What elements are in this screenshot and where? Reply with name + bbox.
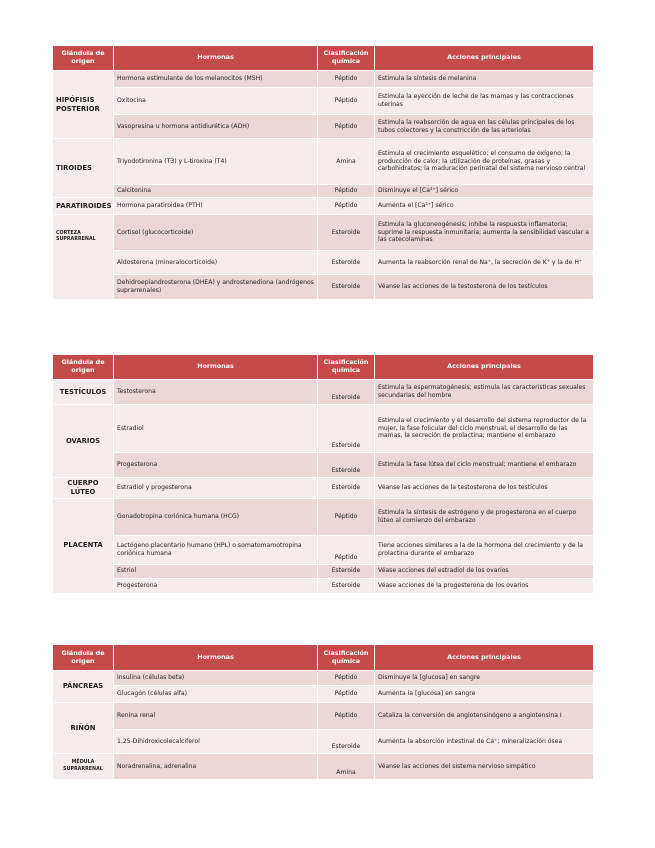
hormone-cell: Cortisol (glucocorticoide) [114, 215, 318, 251]
classification-cell: Péptido [318, 71, 375, 88]
table-row [53, 115, 594, 139]
action-cell: Véanse las acciones del sistema nervioso simpático [375, 754, 594, 780]
hormone-cell: Noradrenalina, adrenalina [114, 754, 318, 780]
gland-cell: HIPÓFISIS POSTERIOR [53, 71, 114, 139]
action-cell: Estimula la fase lútea del ciclo menstrual; mantiene el embarazo [375, 453, 594, 478]
hormone-cell: Lactógeno placentario humano (HPL) o somatomamotropina coriónica humana [114, 535, 318, 564]
hormone-cell: Dehidroepiandrosterona (DHEA) y androstenediona (andrógenos suprarrenales) [114, 275, 318, 300]
gland-cell: CUERPO LÚTEO [53, 478, 114, 499]
classification-cell: Esteroide [318, 405, 375, 453]
table-row [53, 686, 594, 703]
hormone-cell: Aldosterona (mineralocorticoide) [114, 251, 318, 275]
classification-cell: Péptido [318, 686, 375, 703]
classification-cell: Amina [318, 139, 375, 185]
action-cell: Véase acciones de la progesterona de los ovarios [375, 578, 594, 593]
classification-cell: Péptido [318, 498, 375, 535]
header-hormones: Hormonas [114, 355, 318, 380]
table-row [53, 754, 594, 780]
classification-cell: Péptido [318, 671, 375, 686]
hormone-cell: Renina renal [114, 703, 318, 730]
action-cell: Aumenta la absorción intestinal de Ca⁺; mineralización ósea [375, 730, 594, 754]
classification-cell: Esteroide [318, 453, 375, 478]
hormone-cell: Insulina (células beta) [114, 671, 318, 686]
action-cell: Estimula la reabsorción de agua en las células principales de los tubos colectores y la constricción de las arteriolas [375, 115, 594, 139]
classification-cell: Péptido [318, 185, 375, 198]
header-gland: Glándula de origen [53, 645, 114, 671]
action-cell: Véase acciones del estradiol de los ovarios [375, 564, 594, 578]
hormone-cell: Estradiol [114, 405, 318, 453]
action-cell: Tiene acciones similares a la de la hormona del crecimiento y de la prolactina durante el embarazo [375, 535, 594, 564]
header-gland: Glándula de origen [53, 46, 114, 71]
table-row [53, 535, 594, 564]
table-header [53, 46, 594, 71]
table-row [53, 139, 594, 185]
hormone-cell: 1,25-Dihidroxicolecalciferol [114, 730, 318, 754]
table-row [53, 703, 594, 730]
header-hormones: Hormonas [114, 645, 318, 671]
hormone-cell: Testosterona [114, 380, 318, 405]
hormone-cell: Triyodotironina (T3) y L-tiroxina (T4) [114, 139, 318, 185]
classification-cell: Péptido [318, 198, 375, 215]
hormone-cell: Estriol [114, 564, 318, 578]
hormone-cell: Hormona paratiroidea (PTH) [114, 198, 318, 215]
classification-cell: Péptido [318, 535, 375, 564]
action-cell: Estimula el crecimiento esquelético; el consumo de oxígeno; la producción de calor; la utilización de proteínas, grasas y carbohidratos; la maduración perinatal del sistema nervioso central [375, 139, 594, 185]
table-row [53, 71, 594, 88]
hormone-cell: Estradiol y progesterona [114, 478, 318, 499]
table-row [53, 251, 594, 275]
table-row [53, 185, 594, 198]
hormone-cell: Calcitonina [114, 185, 318, 198]
action-cell: Estimula la síntesis de estrógeno y de progesterona en el cuerpo lúteo al comienzo del embarazo [375, 498, 594, 535]
table-row [53, 578, 594, 593]
classification-cell: Esteroide [318, 564, 375, 578]
action-cell: Estimula la espermatogénesis; estimula las características sexuales secundarias del hombre [375, 380, 594, 405]
action-cell: Disminuye el [Ca²⁺] sérico [375, 185, 594, 198]
hormone-cell: Oxitocina [114, 88, 318, 115]
header-classification: Clasificación química [318, 46, 375, 71]
classification-cell: Esteroide [318, 380, 375, 405]
header-actions: Acciones principales [375, 355, 594, 380]
header-actions: Acciones principales [375, 645, 594, 671]
classification-cell: Péptido [318, 115, 375, 139]
classification-cell: Esteroide [318, 275, 375, 300]
hormone-cell: Glucagón (células alfa) [114, 686, 318, 703]
action-cell: Estimula la síntesis de melanina [375, 71, 594, 88]
hormone-cell: Vasopresina u hormona antidiurética (ADH) [114, 115, 318, 139]
action-cell: Estimula la gluconeogénesis; inhibe la respuesta inflamatoria; suprime la respuesta inmunitaria; aumenta la sensibilidad vascular a las catecolaminas [375, 215, 594, 251]
header-hormones: Hormonas [114, 46, 318, 71]
gland-cell: CORTEZA SUPRARRENAL [53, 215, 114, 300]
action-cell: Estimula la eyección de leche de las mamas y las contracciones uterinas [375, 88, 594, 115]
table-row [53, 498, 594, 535]
classification-cell: Esteroide [318, 478, 375, 499]
classification-cell: Péptido [318, 88, 375, 115]
classification-cell: Esteroide [318, 251, 375, 275]
hormone-cell: Progesterona [114, 578, 318, 593]
classification-cell: Esteroide [318, 730, 375, 754]
gland-cell: MÉDULA SUPRARRENAL [53, 754, 114, 780]
table-row [53, 453, 594, 478]
table-row [53, 671, 594, 686]
hormone-cell: Progesterona [114, 453, 318, 478]
hormone-table-2 [52, 354, 594, 594]
classification-cell: Esteroide [318, 578, 375, 593]
table-row [53, 88, 594, 115]
action-cell: Aumenta la [glucosa] en sangre [375, 686, 594, 703]
table-row [53, 215, 594, 251]
classification-cell: Péptido [318, 703, 375, 730]
table-header [53, 355, 594, 380]
action-cell: Aumenta la reabsorción renal de Na⁺, la secreción de K⁺ y la de H⁺ [375, 251, 594, 275]
classification-cell: Esteroide [318, 215, 375, 251]
action-cell: Estimula el crecimiento y el desarrollo del sistema reproductor de la mujer, la fase folicular del ciclo menstrual, el desarrollo de las mamas, la secreción de prolactina; mantiene el embarazo [375, 405, 594, 453]
hormone-cell: Hormona estimulante de los melanocitos (MSH) [114, 71, 318, 88]
hormone-table-1 [52, 45, 594, 300]
table-row [53, 730, 594, 754]
gland-cell: TESTÍCULOS [53, 380, 114, 405]
table-row [53, 198, 594, 215]
table-row [53, 478, 594, 499]
action-cell: Véanse las acciones de la testosterona de los testículos [375, 275, 594, 300]
header-gland: Glándula de origen [53, 355, 114, 380]
header-actions: Acciones principales [375, 46, 594, 71]
table-row [53, 275, 594, 300]
header-classification: Clasificación química [318, 355, 375, 380]
gland-cell: PARATIROIDES [53, 198, 114, 215]
action-cell: Aumenta el [Ca²⁺] sérico [375, 198, 594, 215]
hormone-cell: Gonadotropina coriónica humana (HCG) [114, 498, 318, 535]
action-cell: Cataliza la conversión de angiotensinógeno a angiotensina I [375, 703, 594, 730]
gland-cell: PÁNCREAS [53, 671, 114, 703]
header-classification: Clasificación química [318, 645, 375, 671]
gland-cell: RIÑÓN [53, 703, 114, 754]
action-cell: Disminuye la [glucosa] en sangre [375, 671, 594, 686]
action-cell: Véanse las acciones de la testosterona de los testículos [375, 478, 594, 499]
gland-cell: OVARIOS [53, 405, 114, 478]
gland-cell: TIROIDES [53, 139, 114, 198]
gland-cell: PLACENTA [53, 498, 114, 593]
hormone-table-3 [52, 644, 594, 780]
table-row [53, 380, 594, 405]
table-row [53, 405, 594, 453]
table-row [53, 564, 594, 578]
classification-cell: Amina [318, 754, 375, 780]
table-header [53, 645, 594, 671]
